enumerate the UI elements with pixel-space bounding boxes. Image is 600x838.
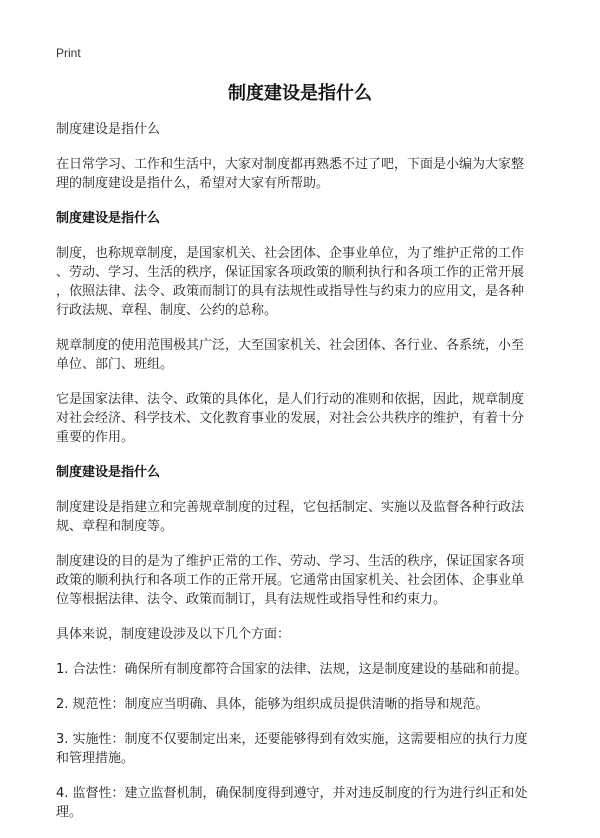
page-title: 制度建设是指什么 xyxy=(228,83,372,104)
section1-paragraph-2: 规章制度的使用范围极其广泛，大至国家机关、社会团体、各行业、各系统，小至 单位、部门、班组。 xyxy=(56,338,525,372)
section1-paragraph-1: 制度，也称规章制度，是国家机关、社会团体、企事业单位，为了维护正常的工作 、劳动、学习、生活的秩序，保证国家各项政策的顺利执行和各项工作的正常开展 ，依照法律、法令、政策而制订的具有法规性或指导性与约束力的应用文，是各种 行政法规、章程、制度、公约的总称。 xyxy=(56,246,525,318)
print-link[interactable]: Print xyxy=(56,46,81,60)
section2-paragraph-1: 制度建设是指建立和完善规章制度的过程，它包括制定、实施以及监督各种行政法 规、章程和制度等。 xyxy=(56,500,525,534)
article-subtitle: 制度建设是指什么 xyxy=(56,122,161,137)
list-item-2: 2. 规范性：制度应当明确、具体，能够为组织成员提供清晰的指导和规范。 xyxy=(56,697,489,712)
list-item-3: 3. 实施性：制度不仅要制定出来，还要能够得到有效实施，这需要相应的执行力度 和管理措施。 xyxy=(56,732,528,766)
section-heading-2: 制度建设是指什么 xyxy=(56,465,161,480)
section2-paragraph-2: 制度建设的目的是为了维护正常的工作、劳动、学习、生活的秩序，保证国家各项 政策的顺利执行和各项工作的正常开展。它通常由国家机关、社会团体、企事业单 位等根据法律、法令、政策而制订，具有法规性或指导性和约束力。 xyxy=(56,554,525,607)
intro-paragraph: 在日常学习、工作和生活中，大家对制度都再熟悉不过了吧，下面是小编为大家整 理的制度建设是指什么，希望对大家有所帮助。 xyxy=(56,157,525,191)
list-item-1: 1. 合法性：确保所有制度都符合国家的法律、法规，这是制度建设的基础和前提。 xyxy=(56,662,528,677)
section-heading-1: 制度建设是指什么 xyxy=(56,211,161,226)
section1-paragraph-3: 它是国家法律、法令、政策的具体化，是人们行动的准则和依据，因此，规章制度 对社会经济、科学技术、文化教育事业的发展，对社会公共秩序的维护，有着十分 重要的作用。 xyxy=(56,392,525,445)
list-item-4: 4. 监督性：建立监督机制，确保制度得到遵守，并对违反制度的行为进行纠正和处 理。 xyxy=(56,786,528,820)
section2-paragraph-3: 具体来说，制度建设涉及以下几个方面： xyxy=(56,627,291,642)
article-body xyxy=(56,120,550,838)
